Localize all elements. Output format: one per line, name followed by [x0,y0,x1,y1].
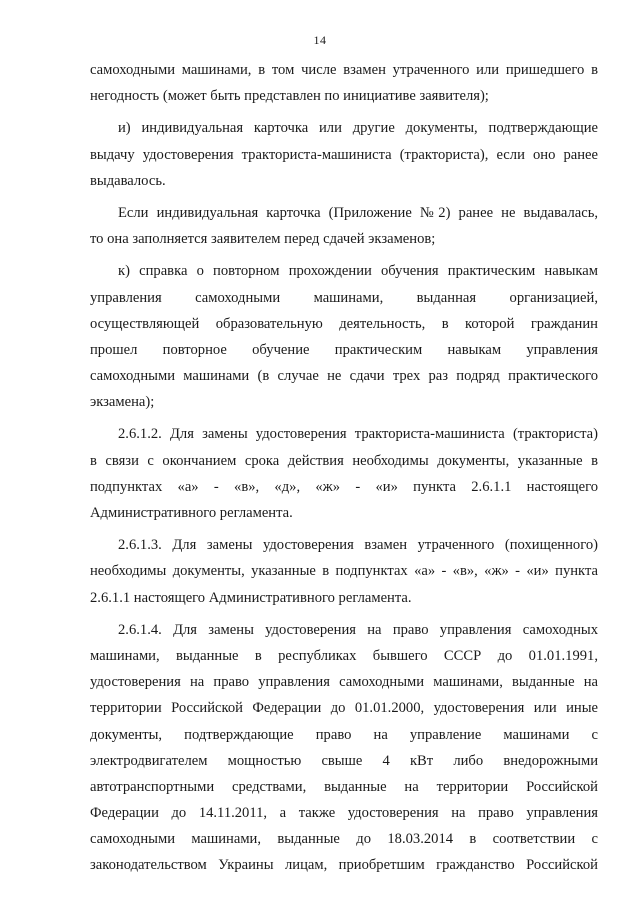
text-line: прошел повторное обучение практическим навыкам управления [90,341,598,358]
text-line: 2.6.1.2. Для замены удостоверения тракториста-машиниста (тракториста) [118,426,598,443]
paragraph [90,421,598,526]
text-line: самоходными машинами, выданные до 18.03.2014 в соответствии с [90,831,598,848]
text-line: 2.6.1.3. Для замены удостоверения взамен утраченного (похищенного) [118,537,598,554]
paragraph [90,115,598,194]
text-line: машинами, выданные в республиках бывшего СССР до 01.01.1991, [90,647,598,664]
text-line: 2.6.1.4. Для замены удостоверения на право управления самоходных [118,621,598,638]
text-line: выдавалось. [90,172,166,189]
paragraph [90,617,598,879]
paragraph [90,258,598,415]
document-body [90,57,598,879]
text-line: подпунктах «а» - «в», «д», «ж» - «и» пункта 2.6.1.1 настоящего [90,478,598,495]
text-line: и) индивидуальная карточка или другие документы, подтверждающие [118,120,598,137]
text-line: 2.6.1.1 настоящего Административного регламента. [90,589,412,606]
page-number: 14 [313,33,327,47]
text-line: к) справка о повторном прохождении обучения практическим навыкам [118,263,598,280]
paragraph [90,57,598,109]
text-line: Если индивидуальная карточка (Приложение №2) ранее не выдавалась, [118,204,598,221]
text-line: самоходными машинами (в случае не сдачи трех раз подряд практического [90,368,598,385]
text-line: выдачу удостоверения тракториста-машиниста (тракториста), если оно ранее [90,146,598,163]
paragraph [90,532,598,611]
text-line: экзамена); [90,394,155,411]
text-line: Административного регламента. [90,505,293,521]
text-line: необходимы документы, указанные в подпунктах «а» - «в», «ж» - «и» пункта [90,563,598,580]
text-line: удостоверения на право управления самоходными машинами, выданные на [90,674,598,691]
text-line: автотранспортными средствами, выданные на территории Российской [90,778,598,795]
text-line: территории Российской Федерации до 01.01.2000, удостоверения или иные [90,700,598,717]
text-line: Федерации до 14.11.2011, а также удостоверения на право управления [90,805,598,822]
text-line: документы, подтверждающие право на управление машинами с [90,726,598,743]
text-line: в связи с окончанием срока действия необходимы документы, указанные в [90,452,598,469]
text-line: осуществляющей образовательную деятельность, в которой гражданин [90,315,598,332]
text-line: электродвигателем мощностью свыше 4 кВт либо внедорожными [90,752,598,769]
text-line: то она заполняется заявителем перед сдачей экзаменов; [90,231,436,248]
text-line: негодность (может быть представлен по инициативе заявителя); [90,88,489,105]
text-line: законодательством Украины лицам, приобретшим гражданство Российской [90,857,598,874]
paragraph [90,200,598,252]
text-line: самоходными машинами, в том числе взамен утраченного или пришедшего в [90,62,598,78]
text-line: управления самоходными машинами, выданная организацией, [90,289,598,306]
